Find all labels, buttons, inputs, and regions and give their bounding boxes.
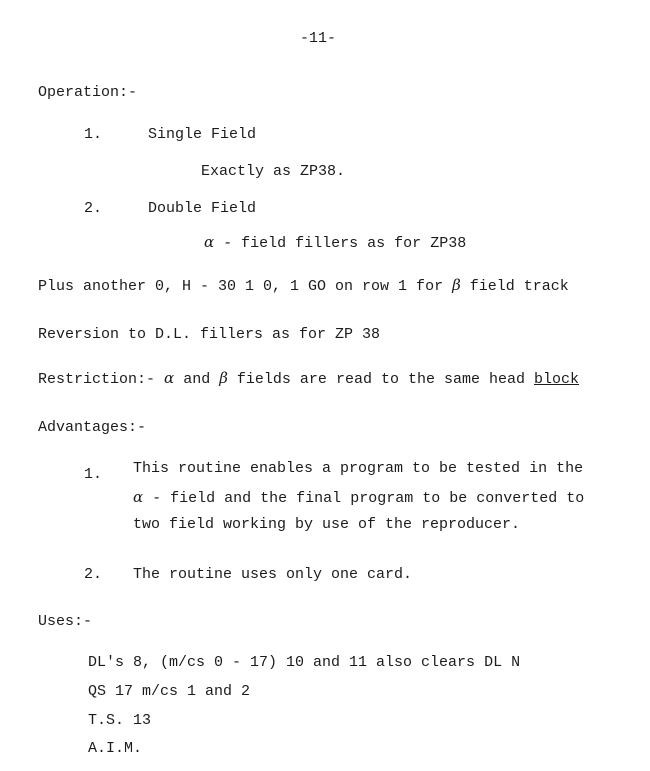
restriction-line: [38, 369, 579, 389]
advantages-heading: Advantages:-: [38, 419, 147, 436]
alpha-symbol: α: [133, 488, 144, 506]
operation-item-1-title: Single Field: [148, 126, 257, 143]
beta-symbol: β: [219, 369, 228, 387]
beta-symbol: β: [452, 276, 461, 294]
operation-item-1-number: 1.: [84, 126, 103, 143]
uses-line-1: DL's 8, (m/cs 0 - 17) 10 and 11 also clears DL N: [88, 654, 521, 671]
page-number: -11-: [300, 30, 337, 47]
restriction-underlined-word: block: [533, 371, 579, 388]
uses-line-3: T.S. 13: [88, 712, 152, 729]
advantage-1-line-1: This routine enables a program to be tested in the: [133, 460, 584, 477]
alpha-symbol: α: [164, 369, 175, 387]
advantage-1-line-3: two field working by use of the reproducer.: [133, 516, 521, 533]
plus-line-part2: field track: [469, 278, 569, 295]
restriction-and: and: [183, 371, 211, 388]
restriction-text: fields are read to the same head: [236, 371, 525, 388]
plus-line: [38, 276, 569, 296]
restriction-label: Restriction:-: [38, 371, 156, 388]
alpha-symbol: α: [204, 233, 215, 251]
uses-heading: Uses:-: [38, 613, 93, 630]
advantage-2-text: The routine uses only one card.: [133, 566, 413, 583]
operation-item-1-detail: Exactly as ZP38.: [201, 163, 346, 180]
advantage-1-line-2: [133, 488, 584, 508]
operation-item-2-title: Double Field: [148, 200, 257, 217]
operation-item-2-detail: [204, 233, 466, 253]
plus-line-part1: Plus another 0, H - 30 1 0, 1 GO on row 1 for: [38, 278, 444, 295]
operation-item-2-detail-text: - field fillers as for ZP38: [223, 235, 467, 252]
operation-item-2-number: 2.: [84, 200, 103, 217]
advantage-1-line-2-text: - field and the final program to be converted to: [152, 490, 585, 507]
operation-heading: Operation:-: [38, 84, 138, 101]
advantage-1-number: 1.: [84, 466, 103, 483]
advantage-2-number: 2.: [84, 566, 103, 583]
reversion-line: Reversion to D.L. fillers as for ZP 38: [38, 326, 381, 343]
uses-line-2: QS 17 m/cs 1 and 2: [88, 683, 251, 700]
uses-line-4: A.I.M.: [88, 740, 143, 757]
